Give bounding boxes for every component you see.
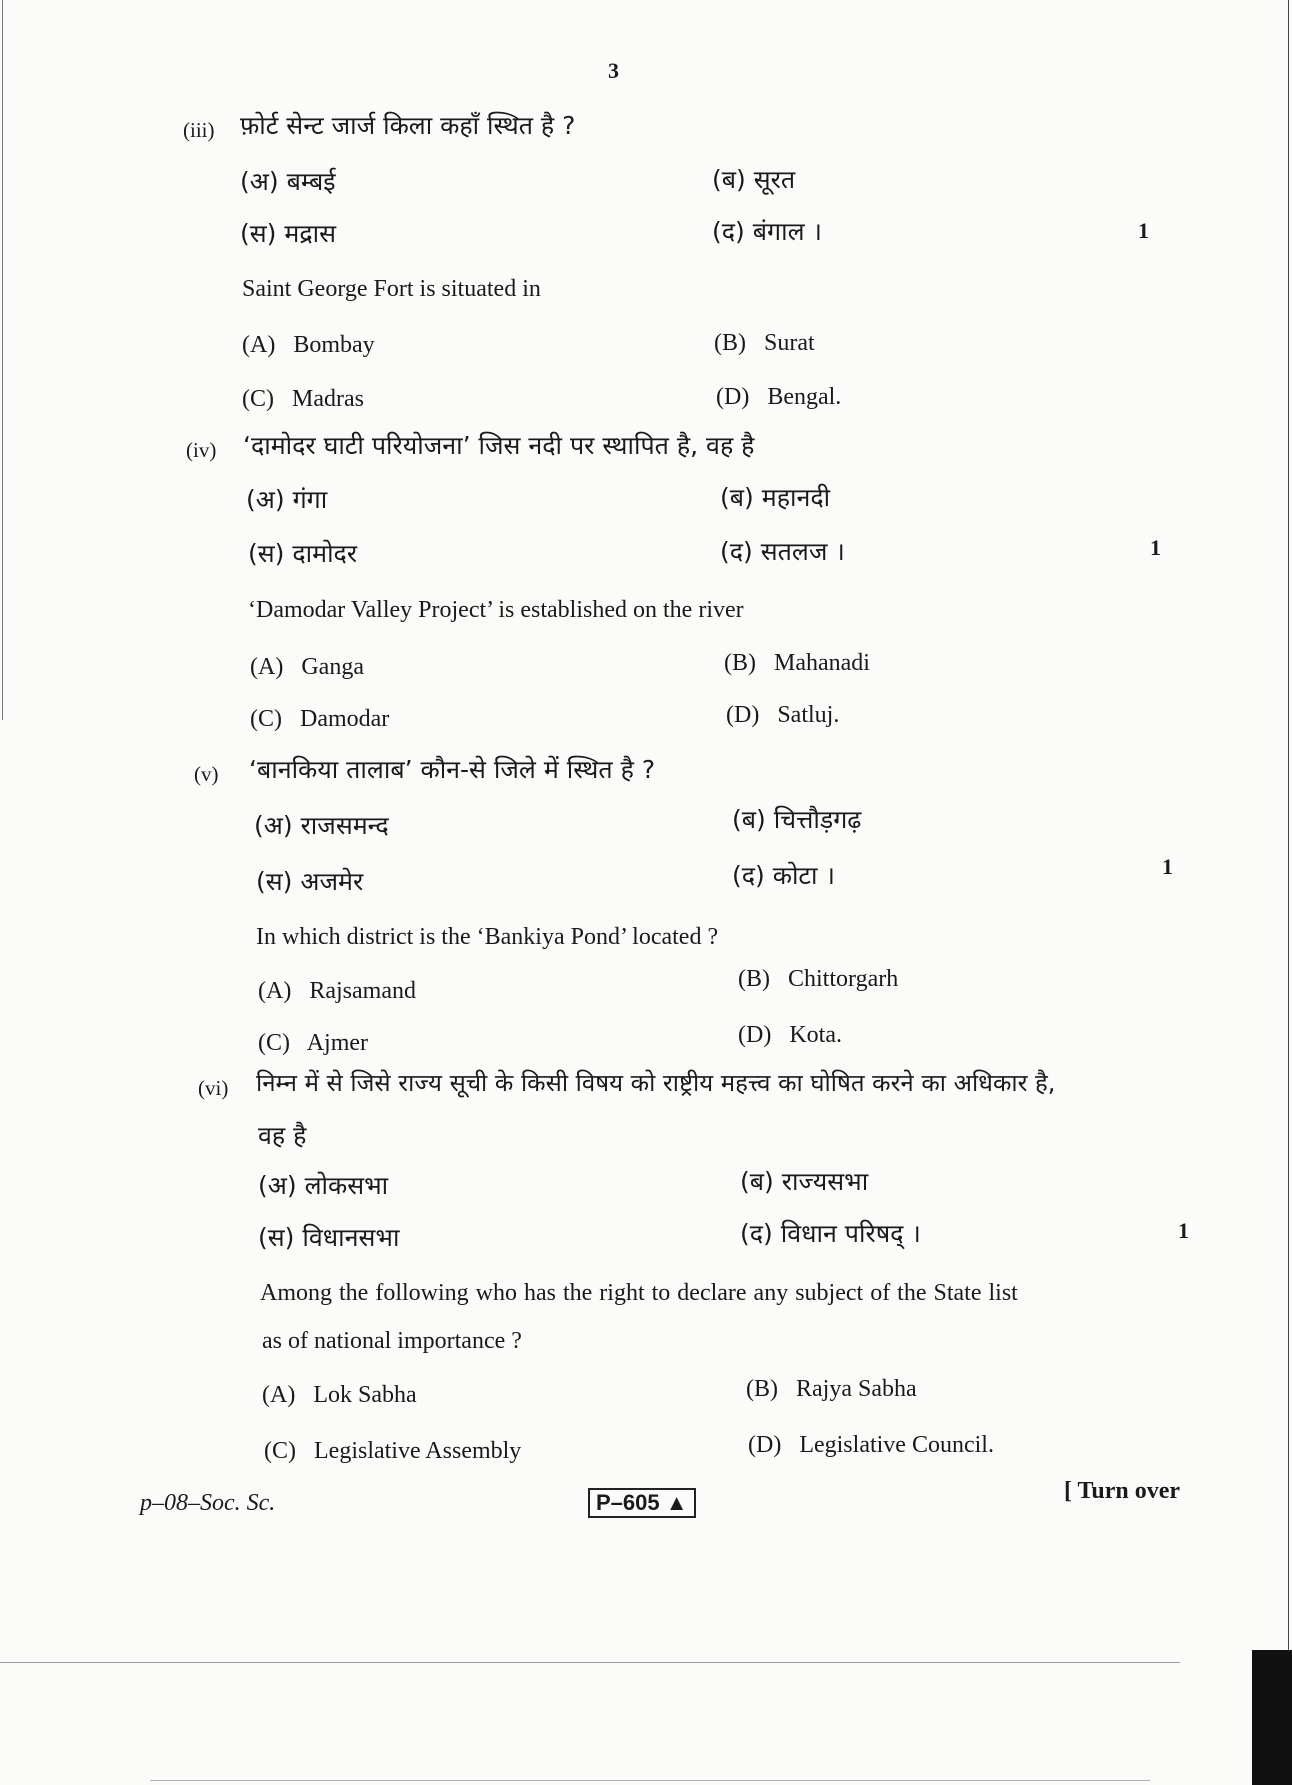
marks: 1: [1138, 218, 1149, 243]
option-english-b: (B) Chittorgarh: [738, 966, 899, 992]
option-english-a: (A) Rajsamand: [258, 978, 416, 1004]
option-english-d: (D) Satluj.: [726, 702, 840, 728]
scan-black-bar: [1252, 1650, 1292, 1785]
triangle-icon: ▲: [665, 1490, 688, 1515]
paper-code: p–08–Soc. Sc.: [140, 1490, 276, 1516]
scan-edge-vertical: [1288, 0, 1289, 1660]
question-text-hindi-line1: निम्न में से जिसे राज्य सूची के किसी विषय को राष्ट्रीय महत्त्व का घोषित करने का अधिकार है,: [256, 1069, 1056, 1097]
option-hindi-d: (द) बंगाल ।: [712, 217, 822, 246]
question-number: (v): [194, 762, 219, 786]
question-text-hindi: ‘दामोदर घाटी परियोजना’ जिस नदी पर स्थापित है, वह है: [243, 431, 755, 460]
option-english-c: (C) Madras: [242, 386, 364, 412]
question-text-english-line2: as of national importance ?: [262, 1328, 522, 1354]
marks: 1: [1178, 1218, 1189, 1243]
question-text-english-line1: Among the following who has the right to declare any subject of the State list: [260, 1280, 1018, 1306]
option-hindi-d: (द) सतलज ।: [720, 537, 845, 566]
scan-edge-line: [0, 1662, 1180, 1663]
scan-edge-left: [2, 0, 3, 720]
option-english-b: (B) Mahanadi: [724, 650, 870, 676]
scan-edge-line-bottom: [150, 1780, 1150, 1781]
booklet-code: P–605 ▲: [588, 1488, 696, 1518]
option-english-b: (B) Surat: [714, 330, 815, 356]
option-hindi-c: (स) दामोदर: [248, 539, 358, 568]
option-hindi-c: (स) अजमेर: [256, 867, 364, 896]
turn-over-label: [ Turn over: [1064, 1478, 1181, 1504]
question-text-hindi: फ़ोर्ट सेन्ट जार्ज किला कहाँ स्थित है ?: [240, 111, 576, 140]
option-hindi-d: (द) कोटा ।: [732, 861, 835, 890]
page-number: 3: [608, 58, 619, 83]
option-hindi-b: (ब) सूरत: [712, 165, 796, 194]
question-text-english: ‘Damodar Valley Project’ is established on the river: [248, 597, 744, 623]
question-number: (iii): [183, 118, 215, 142]
option-english-a: (A) Bombay: [242, 332, 375, 358]
option-english-d: (D) Bengal.: [716, 384, 842, 410]
option-english-c: (C) Damodar: [250, 706, 390, 732]
option-hindi-c: (स) मद्रास: [240, 219, 336, 248]
option-hindi-a: (अ) बम्बई: [240, 167, 336, 196]
option-english-c: (C) Ajmer: [258, 1030, 368, 1056]
option-hindi-d: (द) विधान परिषद् ।: [740, 1219, 921, 1248]
question-number: (vi): [198, 1076, 229, 1100]
marks: 1: [1150, 535, 1161, 560]
option-english-c: (C) Legislative Assembly: [264, 1438, 522, 1464]
question-text-hindi-line2: वह है: [258, 1121, 307, 1150]
question-text-english: Saint George Fort is situated in: [242, 276, 541, 302]
option-hindi-a: (अ) गंगा: [246, 485, 328, 514]
option-hindi-b: (ब) चित्तौड़गढ़: [732, 805, 862, 834]
option-hindi-b: (ब) महानदी: [720, 483, 831, 512]
question-text-hindi: ‘बानकिया तालाब’ कौन-से जिले में स्थित है ?: [249, 755, 656, 784]
option-english-b: (B) Rajya Sabha: [746, 1376, 917, 1402]
option-hindi-b: (ब) राज्यसभा: [740, 1167, 869, 1196]
question-text-english: In which district is the ‘Bankiya Pond’ located ?: [256, 924, 719, 950]
option-english-d: (D) Legislative Council.: [748, 1432, 994, 1458]
option-english-a: (A) Lok Sabha: [262, 1382, 417, 1408]
option-hindi-a: (अ) राजसमन्द: [254, 811, 389, 840]
option-english-a: (A) Ganga: [250, 654, 364, 680]
option-hindi-c: (स) विधानसभा: [258, 1223, 400, 1252]
marks: 1: [1162, 854, 1173, 879]
option-hindi-a: (अ) लोकसभा: [258, 1171, 389, 1200]
option-english-d: (D) Kota.: [738, 1022, 842, 1048]
question-number: (iv): [186, 438, 217, 462]
